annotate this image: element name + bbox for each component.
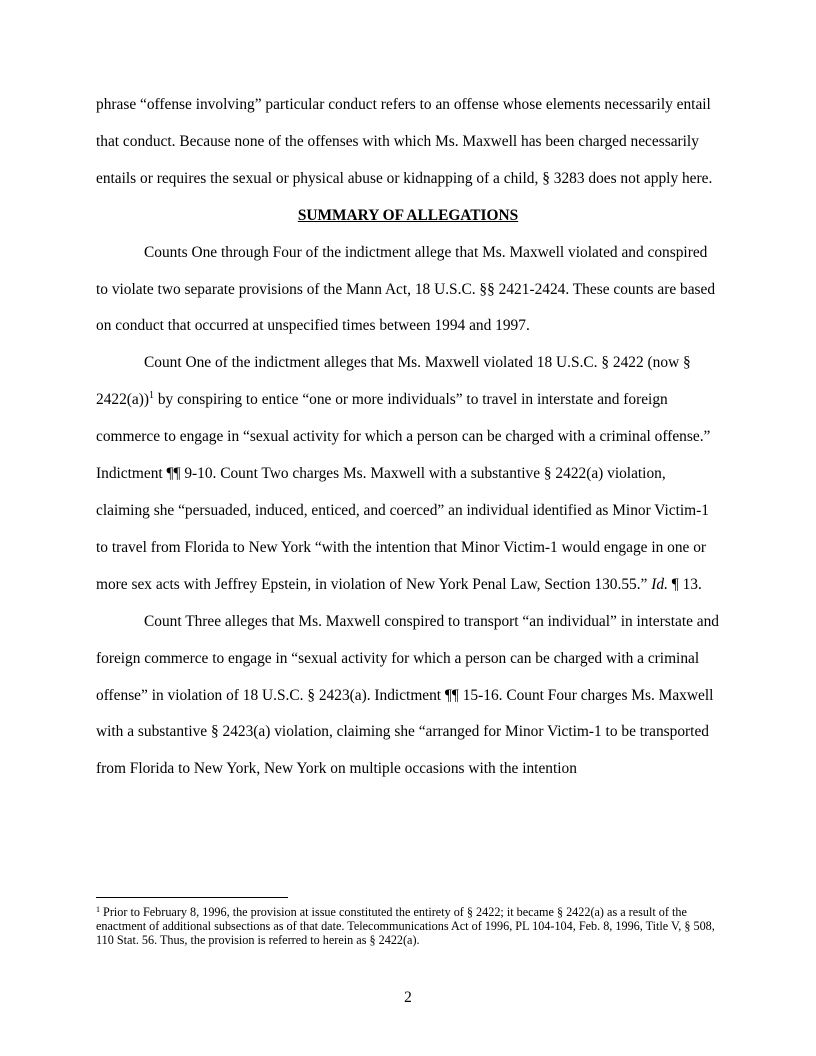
body-text <box>96 87 720 788</box>
footnote-number: 1 <box>96 905 100 914</box>
footnote-divider <box>96 897 288 898</box>
footnote <box>96 905 720 948</box>
footnote-reference: 1 <box>149 390 154 402</box>
footnote-text: Prior to February 8, 1996, the provision at issue constituted the entirety of § 2422; it became § 2422(a) as a result of the enactment of additional subsections as of that date. Telecommunications Act of 1996, PL 104-104, Feb. 8, 1996, Title V, § 508, 110 Stat. 56. Thus, the provision is referred to herein as § 2422(a). <box>96 905 715 948</box>
citation-id: Id. <box>651 575 668 593</box>
paragraph-text: ¶ 13. <box>667 575 702 593</box>
section-heading: SUMMARY OF ALLEGATIONS <box>297 206 519 224</box>
page-number: 2 <box>404 989 412 1006</box>
paragraph-count-three-four: Count Three alleges that Ms. Maxwell conspired to transport “an individual” in interstate and foreign commerce to engage in “sexual activity for which a person can be charged with a criminal offense” in violation of 18 U.S.C. § 2423(a). Indictment ¶¶ 15-16. Count Four charges Ms. Maxwell with a substantive § 2423(a) violation, claiming she “arranged for Minor Victim-1 to be transported from Florida to New York, New York on multiple occasions with the intention <box>96 612 720 778</box>
paragraph-text: by conspiring to entice “one or more individuals” to travel in interstate and foreign commerce to engage in “sexual activity for which a person can be charged with a criminal offense.” Indictment ¶¶ 9-10. Count Two charges Ms. Maxwell with a substantive § 2422(a) violation, claiming she “persuaded, induced, enticed, and coerced” an individual identified as Minor Victim-1 to travel from Florida to New York “with the intention that Minor Victim-1 would engage in one or more sex acts with Jeffrey Epstein, in violation of New York Penal Law, Section 130.55.” <box>96 391 711 593</box>
paragraph-continuation: phrase “offense involving” particular conduct refers to an offense whose elements necessarily entail that conduct. Because none of the offenses with which Ms. Maxwell has been charged necessarily entails or requires the sexual or physical abuse or kidnapping of a child, § 3283 does not apply here. <box>96 96 713 187</box>
paragraph-counts-overview: Counts One through Four of the indictment allege that Ms. Maxwell violated and conspired to violate two separate provisions of the Mann Act, 18 U.S.C. §§ 2421-2424. These counts are based on conduct that occurred at unspecified times between 1994 and 1997. <box>96 243 716 335</box>
paragraph-text: Count One of the indictment alleges that Ms. Maxwell violated 18 U.S.C. § 2422 (now § 2422(a)) <box>96 354 691 409</box>
paragraph-count-one-two <box>96 345 720 603</box>
